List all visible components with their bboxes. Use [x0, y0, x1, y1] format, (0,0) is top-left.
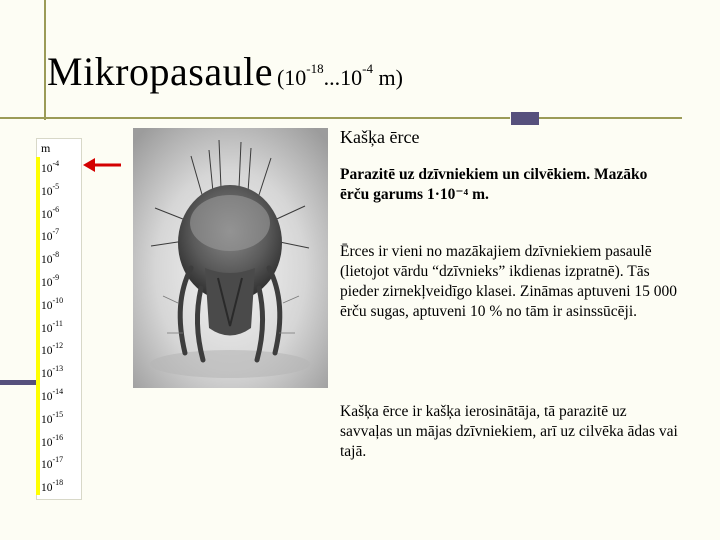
accent-block — [511, 112, 539, 125]
scale-tick: $10^{-16}$ — [41, 432, 64, 449]
scale-tick: $10^{-8}$ — [41, 250, 60, 267]
scale-tick: $10^{-7}$ — [41, 227, 60, 244]
scale-tick: $10^{-4}$ — [41, 159, 60, 175]
lead-text: Parazitē uz dzīvniekiem un cilvēkiem. Mazāko ērču garums 1·10⁻⁴ m. — [340, 166, 648, 203]
scale-highlight-bar — [36, 157, 40, 495]
scale-tick: $10^{-15}$ — [41, 409, 64, 426]
title-main: Mikropasaule — [47, 49, 273, 94]
scale-tick: $10^{-10}$ — [41, 295, 64, 312]
scale-unit: m — [41, 141, 51, 155]
title-divider-right — [538, 117, 682, 119]
scale-tick: $10^{-12}$ — [41, 341, 64, 358]
scale-tick: $10^{-5}$ — [41, 181, 60, 198]
title-divider-left — [0, 117, 510, 119]
scale-tick: $10^{-11}$ — [41, 318, 63, 335]
paragraph-1: Ērces ir vieni no mazākajiem dzīvniekiem pasaulē (lietojot vārdu “dzīvnieks” ikdienas izpratnē). Tās pieder zirnekļveidīgo klasei. Zināmas aptuveni 15 000 ērču sugas, aptuveni 10 % no tām ir asinssūcēji. — [340, 243, 678, 320]
species-heading: Kašķa ērce — [340, 127, 420, 147]
scale-tick: $10^{-9}$ — [41, 273, 60, 289]
length-scale — [36, 138, 82, 500]
mite-photo-icon — [133, 128, 328, 388]
paragraph-2: Kašķa ērce ir kašķa ierosinātāja, tā parazitē uz savvaļas un mājas dzīvniekiem, arī uz cilvēka ādas vai tajā. — [340, 403, 678, 460]
scale-tick: $10^{-18}$ — [41, 478, 64, 495]
scale-tick: $10^{-14}$ — [41, 387, 64, 403]
scale-tick: $10^{-13}$ — [41, 364, 64, 381]
title-range: ($10^{-18}...10^{-4}$ m) — [276, 61, 403, 90]
scale-tick: $10^{-17}$ — [41, 455, 64, 472]
scale-tick: $10^{-6}$ — [41, 204, 60, 221]
red-arrow-left-icon — [83, 155, 123, 175]
accent-bar — [0, 380, 36, 385]
slide-title — [47, 48, 403, 95]
left-vertical-rule — [44, 0, 46, 120]
